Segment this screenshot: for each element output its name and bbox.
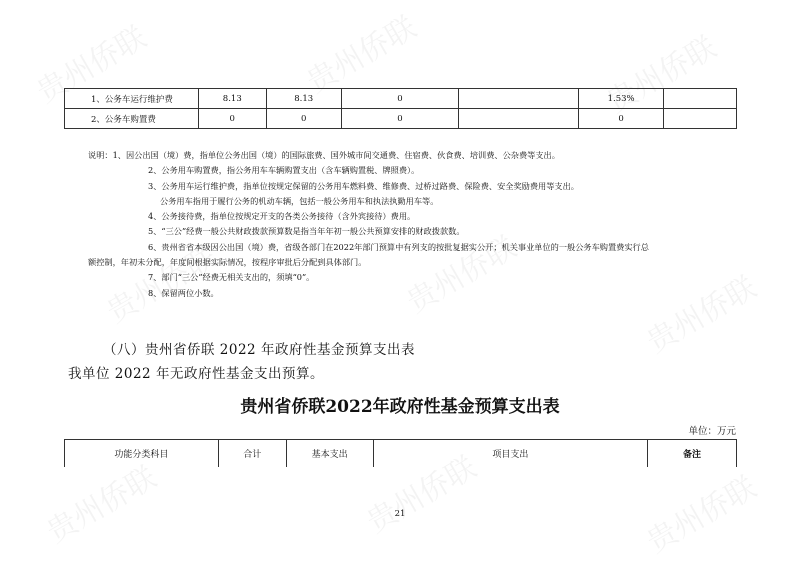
- column-header: 基本支出: [286, 440, 373, 468]
- unit-label: 单位：万元: [688, 426, 736, 437]
- table-title: 贵州省侨联2022年政府性基金预算支出表: [240, 397, 560, 417]
- watermark-text: [297, 3, 423, 101]
- table-cell: [664, 89, 737, 109]
- table-row: [65, 89, 737, 109]
- table-cell: 0: [198, 109, 266, 129]
- table-cell: 0: [266, 109, 341, 129]
- column-header: 备注: [648, 440, 737, 468]
- column-header: 功能分类科目: [65, 440, 219, 468]
- note-line: 说明：1、因公出国（境）费，指单位公务出国（境）的国际旅费、国外城市间交通费、住宿费、伙食费、培训费、公杂费等支出。: [88, 150, 560, 160]
- table-cell: 8.13: [266, 89, 341, 109]
- note-line: 公务用车指用于履行公务的机动车辆，包括一般公务用车和执法执勤用车等。: [160, 195, 439, 206]
- note-line: 7、部门“三公”经费无相关支出的，须填“0”。: [148, 272, 315, 283]
- table-row: [65, 109, 737, 129]
- section-heading: （八）贵州省侨联 2022 年政府性基金预算支出表: [103, 342, 415, 358]
- table-header-row: [65, 440, 737, 468]
- watermark-text: [37, 453, 163, 551]
- gov-fund-expenditure-table: [64, 439, 737, 467]
- row-label: 1、公务车运行维护费: [65, 89, 199, 109]
- table-cell: 8.13: [198, 89, 266, 109]
- table-cell: 1.53%: [579, 89, 664, 109]
- note-line: 6、贵州省省本级因公出国（境）费，省级各部门在2022年部门预算中有列支的按批复据实公开；机关事业单位的一般公务车购置费实行总: [148, 241, 649, 252]
- table-cell: 0: [579, 109, 664, 129]
- three-public-expenses-table: [64, 88, 737, 129]
- notes-block: [88, 148, 748, 301]
- column-header: 合计: [218, 440, 286, 468]
- table-cell: 0: [341, 89, 459, 109]
- note-line: 额控制，年初未分配，年度间根据实际情况，按程序审批后分配到具体部门。: [88, 257, 367, 268]
- row-label: 2、公务车购置费: [65, 109, 199, 129]
- section-text: 我单位 2022 年无政府性基金支出预算。: [68, 366, 324, 382]
- table-cell: [664, 109, 737, 129]
- note-line: 2、公务用车购置费，指公务用车车辆购置支出（含车辆购置税、牌照费）。: [148, 165, 420, 176]
- note-line: 8、保留两位小数。: [148, 287, 219, 298]
- column-header: 项目支出: [373, 440, 648, 468]
- table-cell: [459, 109, 579, 129]
- note-line: 5、“三公”经费一般公共财政拨款预算数是指当年年初一般公共预算安排的财政拨款数。: [148, 226, 465, 237]
- page-number: 21: [394, 509, 406, 519]
- table-cell: [459, 89, 579, 109]
- note-line: 4、公务接待费，指单位按规定开支的各类公务接待（含外宾接待）费用。: [148, 211, 416, 222]
- table-cell: 0: [341, 109, 459, 129]
- note-line: 3、公务用车运行维护费，指单位按规定保留的公务用车燃料费、维修费、过桥过路费、保险费、安全奖励费用等支出。: [148, 180, 579, 191]
